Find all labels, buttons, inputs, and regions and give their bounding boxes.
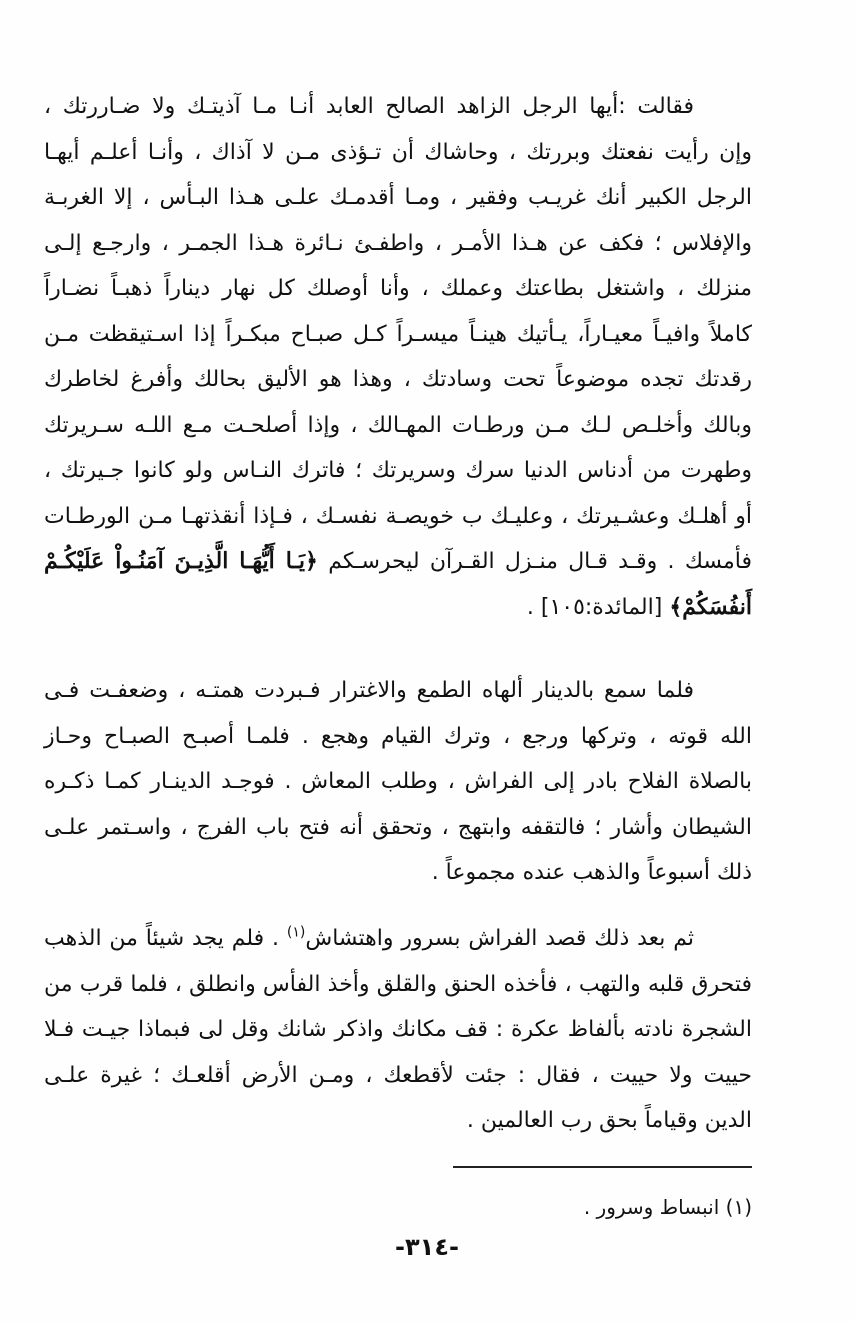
text-line — [44, 916, 752, 962]
text-line: منزلك ، واشتغل بطاعتك وعملك ، وأنا أوصلك كل نهار ديناراً ذهبـاً نضـاراً — [44, 276, 752, 301]
text-line: الدين وقياماً بحق رب العالمين . — [466, 1108, 752, 1133]
text-line: الشجرة نادته بألفاظ عكرة : قف مكانك واذكر شانك وقل لى فبماذا جيـت فـلا — [44, 1017, 752, 1042]
text-line: أو أهلـك وعشـيرتك ، وعليـك ب خويصـة نفسـك ، فـإذا أنقذتهـا مـن الورطـات — [44, 503, 752, 529]
text-line: فلما سمع بالدينار ألهاه الطمع والاغترار فـبردت همتـه ، وضعفـت فـى — [44, 678, 694, 703]
quran-verse-end: أَنفُسَكُمْ﴾ — [669, 593, 752, 620]
text-line-verse-end — [44, 585, 752, 631]
text-line: بالصلاة الفلاح بادر إلى الفراش ، وطلب المعاش . فوجـد الدينـار كمـا ذكـره — [44, 769, 752, 794]
footnote: (١) انبساط وسرور . — [583, 1195, 752, 1219]
footnote-separator — [453, 1166, 752, 1168]
paragraph-3 — [44, 916, 752, 1144]
paragraph-2 — [44, 668, 752, 896]
paragraph-1 — [44, 84, 752, 630]
text-line: الله قوته ، وتركها ورجع ، وترك القيام وهجع . فلمـا أصبـح الصبـاح وحـاز — [44, 723, 752, 749]
text-line: فقالت :أيها الرجل الزاهد الصالح العابد أنـا مـا آذيتـك ولا ضـاررتك ، — [44, 94, 694, 119]
page-number: -٣١٤- — [395, 1233, 459, 1261]
text-line: كاملاً وافيـاً معيـاراً، يـأتيك هينـاً ميسـراً كـل صبـاح مبكـراً إذا اسـتيقظت مـن — [44, 321, 752, 347]
text-line: حييت ولا حييت ، فقال : جئت لأقطعك ، ومـن الأرض أقلعـك ؛ غيرة علـى — [44, 1062, 752, 1088]
text-line: وإن رأيت نفعتك وبررتك ، وحاشاك أن تـؤذى مـن لا آذاك ، وأنـا أعلـم أيهـا — [44, 139, 752, 165]
line-start: ثم بعد ذلك قصد الفراش بسرور واهتشاش — [305, 926, 694, 951]
text-line: الشيطان وأشار ؛ فالتقفه وابتهج ، وتحقق أنه فتح باب الفرج ، واسـتمر علـى — [44, 814, 752, 840]
text-line: الرجل الكبير أنك غريـب وفقير ، ومـا أقدمـك علـى هـذا البـأس ، إلا الغربـة — [44, 185, 752, 210]
footnote-marker: (١) — [286, 924, 306, 941]
text-line: وبالك وأخلـص لـك مـن ورطـات المهـالك ، وإذا أصلحـت مـع اللـه سـريرتك — [44, 412, 752, 438]
text-line: ذلك أسبوعاً والذهب عنده مجموعاً . — [431, 860, 752, 885]
verse-citation: [المائدة:١٠٥] . — [526, 594, 670, 620]
text-line-verse — [44, 539, 752, 585]
verse-intro: فأمسك . وقـد قـال منـزل القـرآن ليحرسـكم — [317, 549, 752, 574]
text-line: رقدتك تجده موضوعاً تحت وسادتك ، وهذا هو الأليق بحالك وأفرغ لخاطرك — [44, 367, 752, 392]
text-line: وطهرت من أدناس الدنيا سرك وسريرتك ؛ فاترك النـاس ولو كانوا جـيرتك ، — [44, 458, 752, 483]
quran-verse: ﴿يَـا أَيُّهَـا الَّذِيـنَ آمَنُـواْ عَلَيْكُـمْ — [44, 548, 318, 574]
text-line: والإفلاس ؛ فكف عن هـذا الأمـر ، واطفـئ نـائرة هـذا الجمـر ، وارجـع إلـى — [44, 230, 752, 256]
text-line: فتحرق قلبه والتهب ، فأخذه الحنق والقلق وأخذ الفأس وانطلق ، فلما قرب من — [44, 971, 752, 997]
line-end: . فلم يجد شيئاً من الذهب — [44, 926, 287, 951]
